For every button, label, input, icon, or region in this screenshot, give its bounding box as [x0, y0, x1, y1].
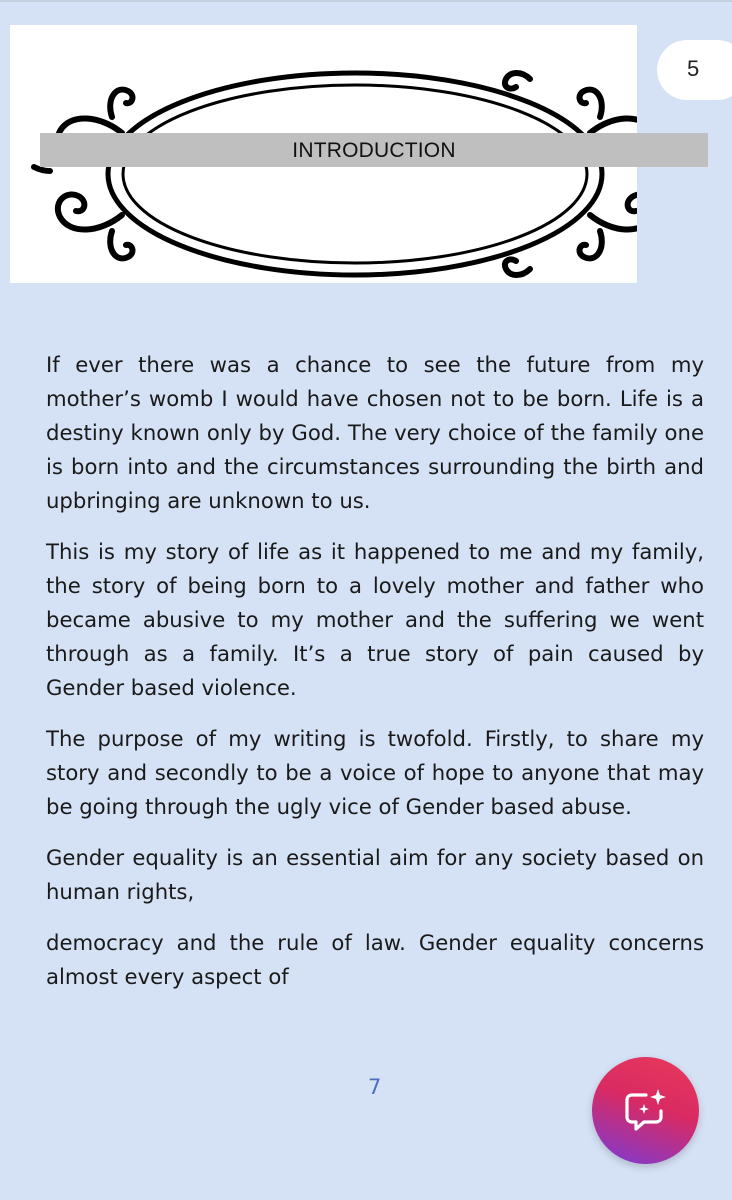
paragraph: If ever there was a chance to see the future from my mother’s womb I would have chosen not to be born. Life is a destiny known only by God. The very choice of the family one is born into and the circumstances surrounding the birth and upbringing are unknown to us.	[46, 352, 704, 513]
paragraph: The purpose of my writing is twofold. Firstly, to share my story and secondly to be a voice of hope to anyone that may be going through the ugly vice of Gender based abuse.	[46, 726, 704, 819]
paragraph: Gender equality is an essential aim for any society based on human rights,	[46, 845, 704, 904]
top-divider	[0, 0, 732, 2]
page-number-footer: 7	[368, 1075, 382, 1099]
chapter-title-bar	[40, 133, 708, 167]
page-indicator-number: 5	[687, 56, 700, 81]
page-indicator-badge	[657, 40, 732, 100]
paragraph: democracy and the rule of law. Gender equality concerns almost every aspect of	[46, 930, 704, 989]
chapter-title: INTRODUCTION	[292, 139, 456, 162]
ai-assistant-button[interactable]	[592, 1057, 699, 1164]
chapter-body	[46, 348, 704, 994]
sparkle-chat-icon	[622, 1087, 668, 1133]
paragraph: This is my story of life as it happened to me and my family, the story of being born to a lovely mother and father who became abusive to my mother and the suffering we went through as a family. It’s a true story of pain caused by Gender based violence.	[46, 539, 704, 700]
